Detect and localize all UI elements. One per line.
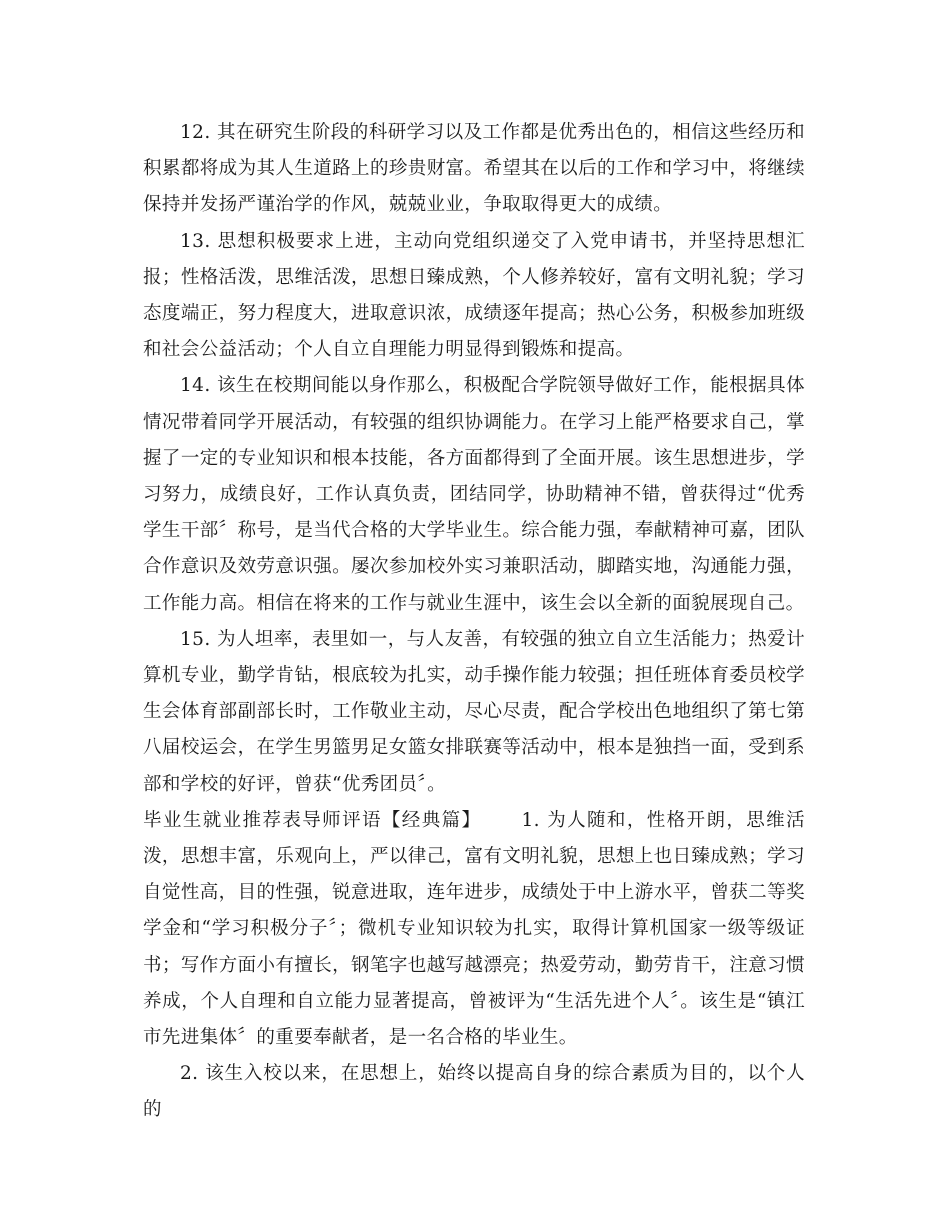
section-heading: 毕业生就业推荐表导师评语【经典篇】 [143, 809, 482, 831]
document-body [143, 115, 805, 1129]
paragraph-14: 14. 该生在校期间能以身作那么，积极配合学院领导做好工作，能根据具体情况带着同学开展活动，有较强的组织协调能力。在学习上能严格要求自己，掌握了一定的专业知识和根本技能，各方面都得到了全面开展。该生思想进步，学习努力，成绩良好，工作认真负责，团结同学，协助精神不错，曾获得过“优秀学生干部〞称号，是当代合格的大学毕业生。综合能力强，奉献精神可嘉，团队合作意识及效劳意识强。屡次参加校外实习兼职活动，脚踏实地，沟通能力强，工作能力高。相信在将来的工作与就业生涯中，该生会以全新的面貌展现自己。 [143, 375, 805, 614]
paragraph-12: 12. 其在研究生阶段的科研学习以及工作都是优秀出色的，相信这些经历和积累都将成为其人生道路上的珍贵财富。希望其在以后的工作和学习中，将继续保持并发扬严谨治学的作风，兢兢业业，争取取得更大的成绩。 [143, 122, 805, 216]
section-paragraph [143, 803, 805, 1056]
paragraph-2-start: 2. 该生入校以来，在思想上，始终以提高自身的综合素质为目的，以个人的 [143, 1063, 805, 1121]
section-item-1: 1. 为人随和，性格开朗，思维活泼，思想丰富，乐观向上，严以律己，富有文明礼貌，思想上也日臻成熟；学习自觉性高，目的性强，锐意进取，连年进步，成绩处于中上游水平，曾获二等奖学金和“学习积极分子〞；微机专业知识较为扎实，取得计算机国家一级等级证书；写作方面小有擅长，钢笔字也越写越漂亮；热爱劳动，勤劳肯干，注意习惯养成，个人自理和自立能力显著提高，曾被评为“生活先进个人〞。该生是“镇江市先进集体〞的重要奉献者，是一名合格的毕业生。 [143, 809, 805, 1049]
paragraph-13: 13. 思想积极要求上进，主动向党组织递交了入党申请书，并坚持思想汇报；性格活泼，思维活泼，思想日臻成熟，个人修养较好，富有文明礼貌；学习态度端正，努力程度大，进取意识浓，成绩逐年提高；热心公务，积极参加班级和社会公益活动；个人自立自理能力明显得到锻炼和提高。 [143, 230, 805, 361]
paragraph-15: 15. 为人坦率，表里如一，与人友善，有较强的独立自立生活能力；热爱计算机专业，勤学肯钻，根底较为扎实，动手操作能力较强；担任班体育委员校学生会体育部副部长时，工作敬业主动，尽心尽责，配合学校出色地组织了第七第八届校运会，在学生男篮男足女篮女排联赛等活动中，根本是独挡一面，受到系部和学校的好评，曾获“优秀团员〞。 [143, 628, 805, 795]
